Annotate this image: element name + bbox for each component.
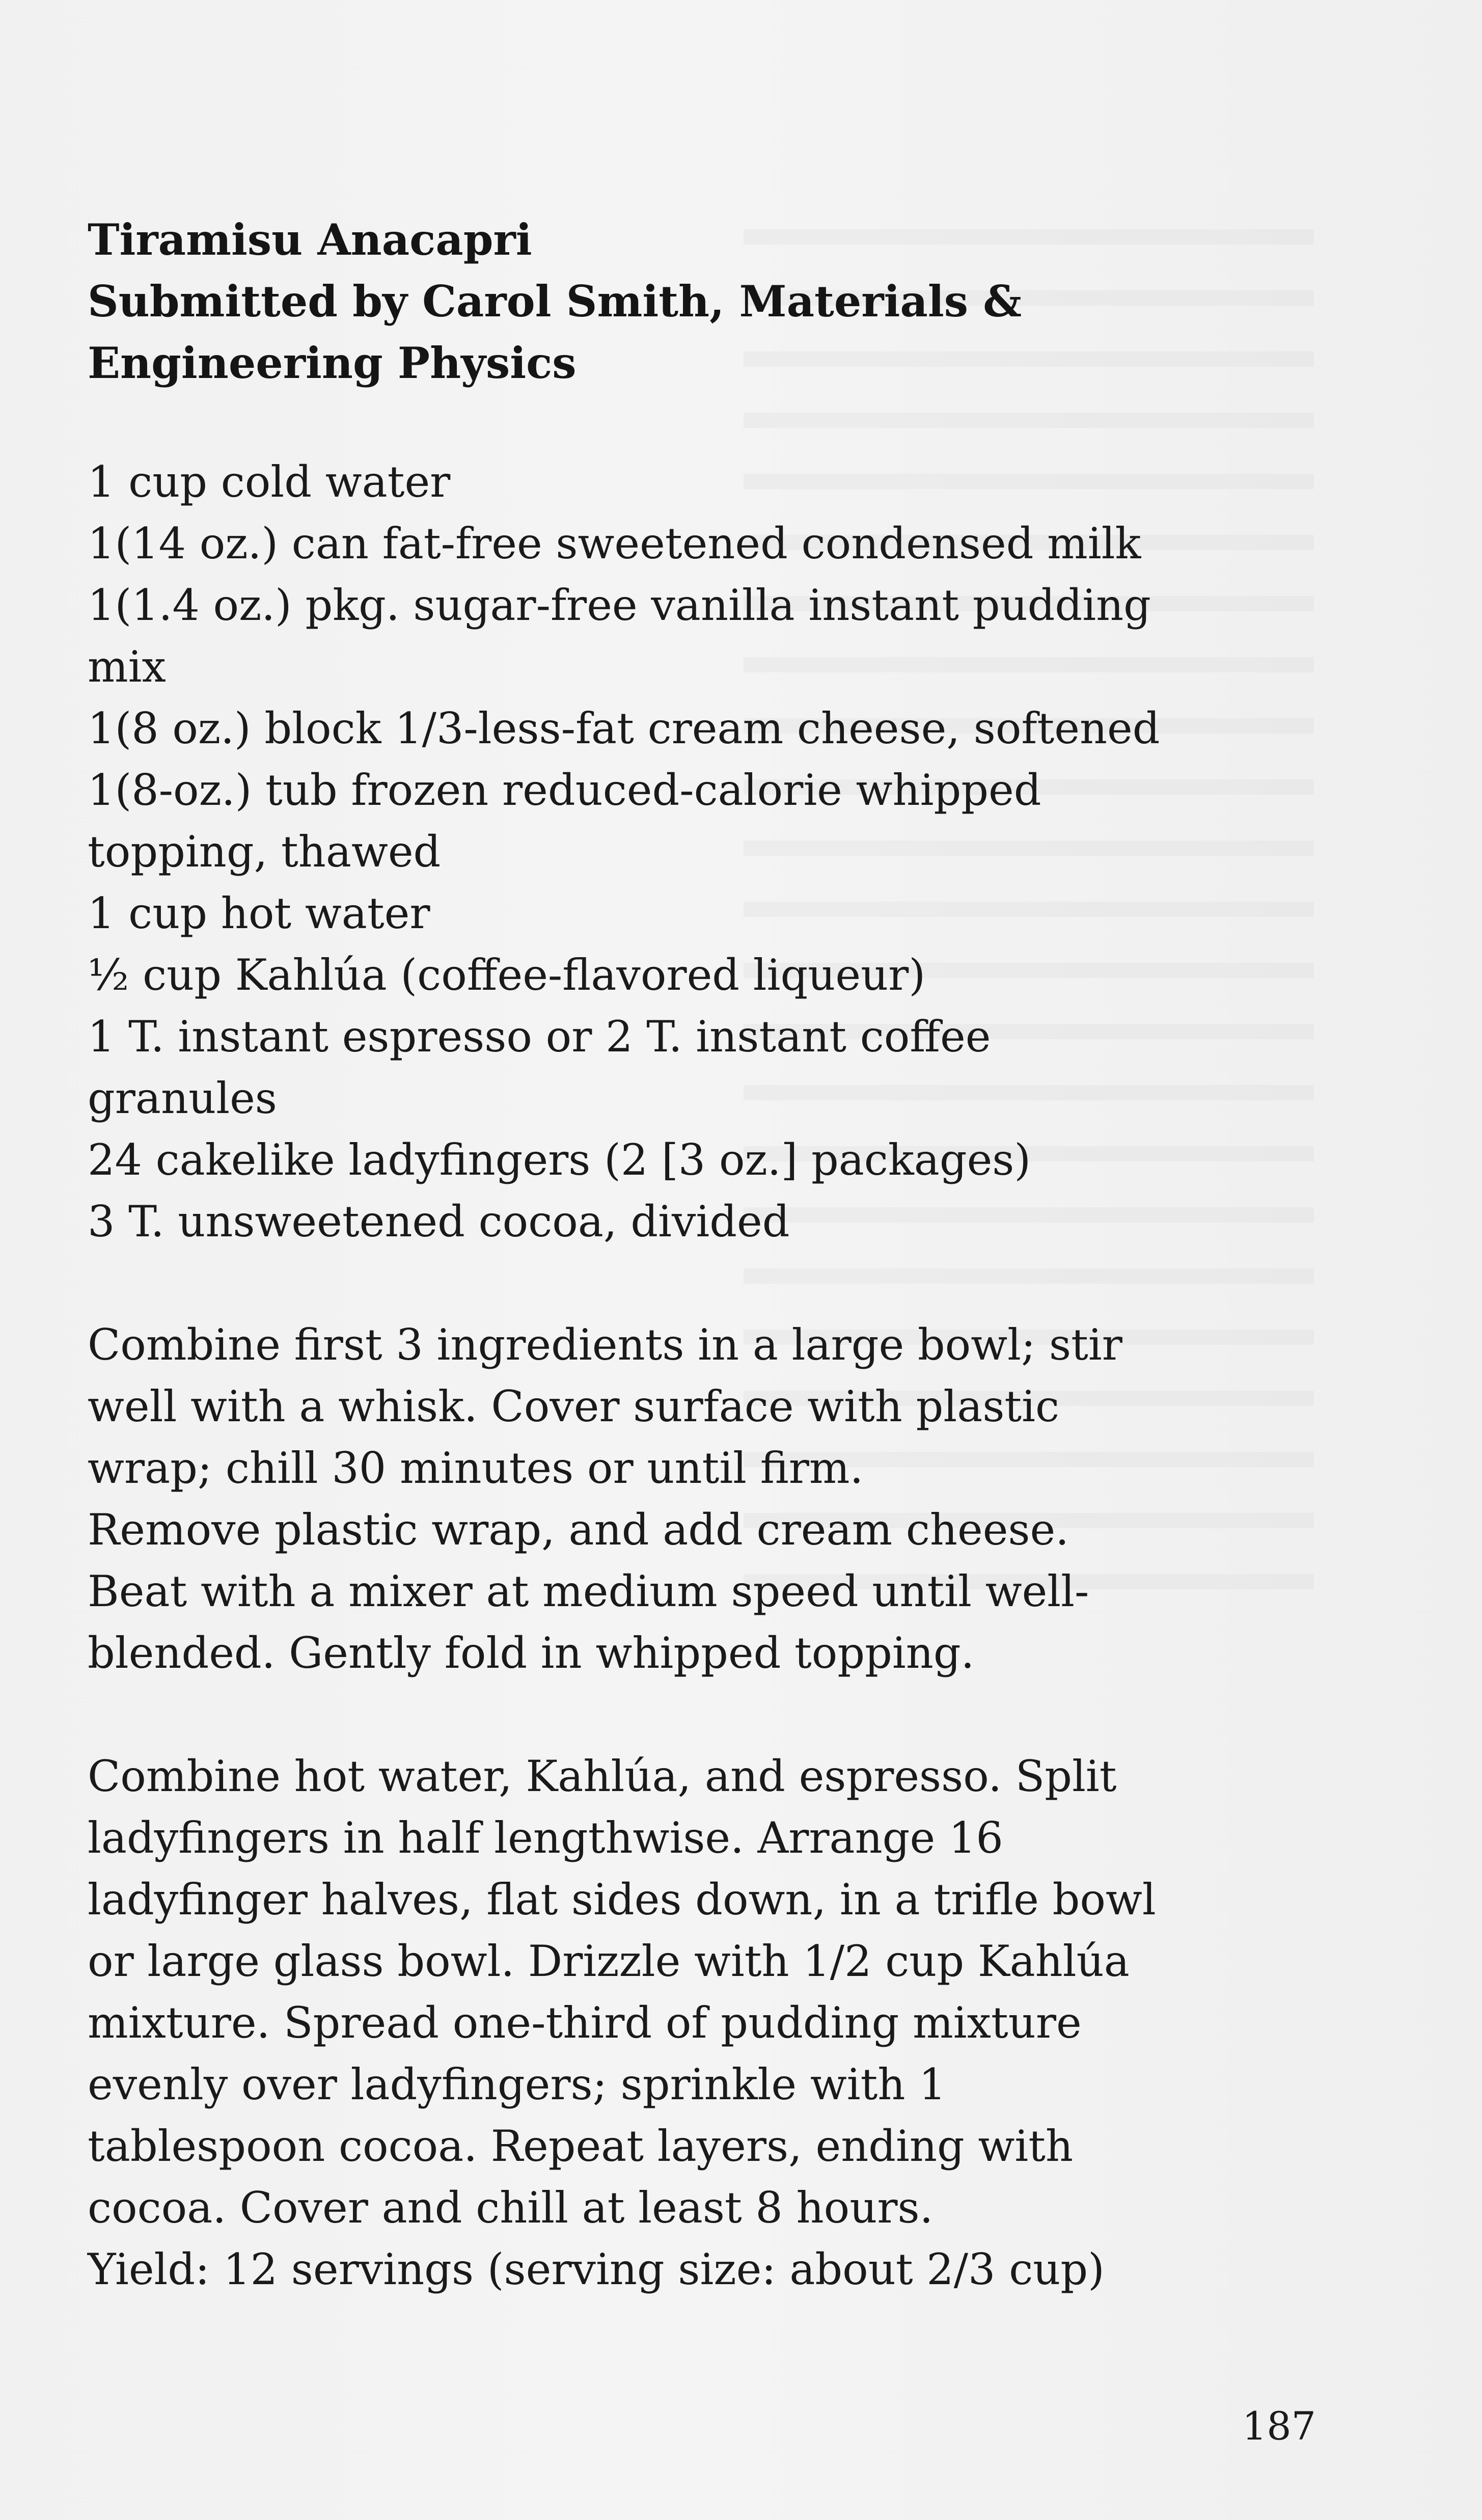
instruction-line: Combine first 3 ingredients in a large bowl; stir (88, 1320, 1122, 1370)
instruction-line: cocoa. Cover and chill at least 8 hours. (88, 2183, 934, 2233)
instruction-line: tablespoon cocoa. Repeat layers, ending with (88, 2121, 1074, 2171)
ingredient-line: 1 cup cold water (88, 457, 451, 507)
ingredient-line: 1(1.4 oz.) pkg. sugar-free vanilla instant pudding (88, 580, 1151, 630)
instruction-line: blended. Gently fold in whipped topping. (88, 1628, 975, 1678)
recipe-header (88, 209, 1381, 394)
instruction-line: wrap; chill 30 minutes or until firm. (88, 1443, 864, 1493)
yield-line: Yield: 12 servings (serving size: about 2/3 cup) (88, 2244, 1105, 2294)
ingredient-line: topping, thawed (88, 827, 441, 877)
instruction-line: ladyfingers in half lengthwise. Arrange 16 (88, 1813, 1003, 1863)
ingredient-list (88, 451, 1381, 1253)
submitted-by-line-2: Engineering Physics (88, 338, 577, 388)
instruction-line: ladyfinger halves, flat sides down, in a trifle bowl (88, 1875, 1156, 1925)
submitted-by-line-1: Submitted by Carol Smith, Materials & (88, 276, 1022, 327)
instruction-line: evenly over ladyfingers; sprinkle with 1 (88, 2060, 946, 2109)
ingredient-line: ½ cup Kahlúa (coffee-flavored liqueur) (88, 950, 926, 1000)
ingredient-line: 1 cup hot water (88, 888, 430, 938)
instruction-line: Remove plastic wrap, and add cream cheese. (88, 1505, 1069, 1555)
ingredient-line: 1(8 oz.) block 1/3-less-fat cream cheese, softened (88, 703, 1160, 753)
instruction-line: well with a whisk. Cover surface with plastic (88, 1381, 1060, 1431)
instruction-line: mixture. Spread one-third of pudding mixture (88, 1998, 1082, 2048)
ingredient-line: granules (88, 1073, 277, 1123)
instruction-line: Combine hot water, Kahlúa, and espresso. Split (88, 1751, 1117, 1801)
recipe-content (88, 209, 1381, 2300)
ingredient-line: mix (88, 642, 166, 692)
ingredient-line: 3 T. unsweetened cocoa, divided (88, 1197, 790, 1247)
ingredient-line: 24 cakelike ladyfingers (2 [3 oz.] packages) (88, 1135, 1031, 1185)
ingredient-line: 1 T. instant espresso or 2 T. instant coffee (88, 1012, 991, 1062)
recipe-title: Tiramisu Anacapri (88, 214, 532, 265)
ingredient-line: 1(14 oz.) can fat-free sweetened condensed milk (88, 519, 1141, 568)
ingredient-line: 1(8-oz.) tub frozen reduced-calorie whipped (88, 765, 1041, 815)
instruction-line: or large glass bowl. Drizzle with 1/2 cup Kahlúa (88, 1936, 1130, 1986)
instructions-paragraph-2 (88, 1746, 1381, 2300)
instruction-line: Beat with a mixer at medium speed until well- (88, 1566, 1089, 1616)
page-number: 187 (1242, 2403, 1316, 2449)
instructions-paragraph-1 (88, 1314, 1381, 1684)
